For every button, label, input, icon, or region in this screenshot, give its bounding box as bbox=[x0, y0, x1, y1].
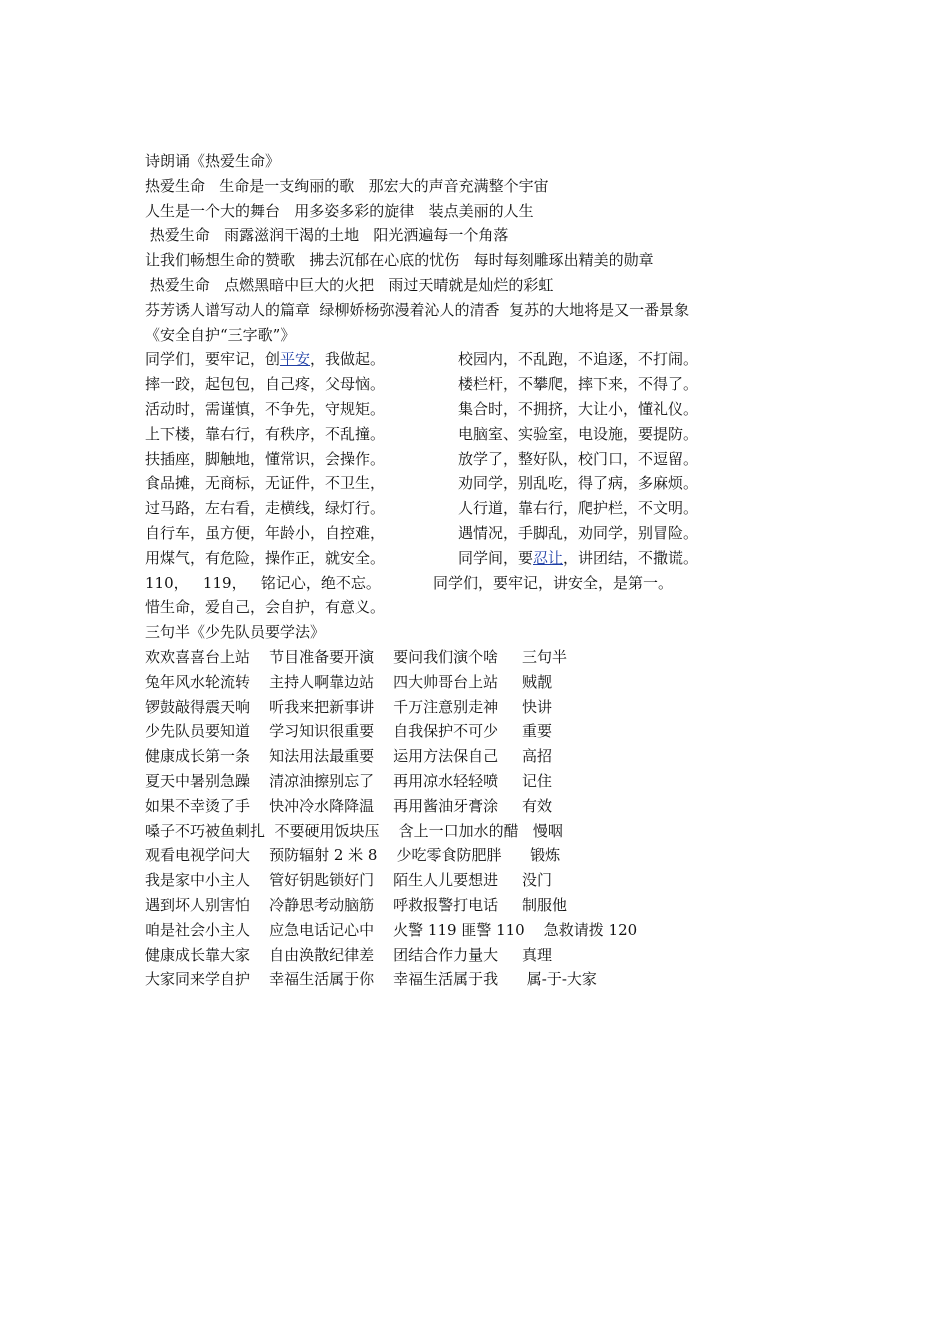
rhyme-right: 同学们，要牢记，讲安全，是第一。 bbox=[433, 573, 674, 592]
rhyme-right: 劝同学，别乱吃，得了病，多麻烦。 bbox=[458, 474, 699, 493]
rhyme-left: 用煤气，有危险，操作正，就安全。 bbox=[145, 548, 386, 567]
poem3-line: 观看电视学问大 预防辐射 2 米 8 少吃零食防肥胖 锻炼 bbox=[145, 846, 561, 865]
poem1-line: 热爱生命 点燃黑暗中巨大的火把 雨过天晴就是灿烂的彩虹 bbox=[145, 275, 554, 294]
poem3-line: 兔年风水轮流转 主持人啊靠边站 四大帅哥台上站 贼靓 bbox=[145, 672, 552, 691]
rhyme-row bbox=[145, 496, 845, 521]
poem3-title: 三句半《少先队员要学法》 bbox=[145, 623, 326, 642]
rhyme-right: 遇情况，手脚乱，劝同学，别冒险。 bbox=[458, 523, 699, 542]
rhyme-row bbox=[145, 422, 845, 447]
rhyme-left-text: ，我做起。 bbox=[310, 350, 386, 369]
rhyme-row bbox=[145, 347, 845, 372]
poem3-line: 遇到坏人别害怕 冷静思考动脑筋 呼救报警打电话 制服他 bbox=[145, 895, 567, 914]
poem3-line: 嗓子不巧被鱼刺扎 不要硬用饭块压 含上一口加水的醋 慢咽 bbox=[145, 821, 563, 840]
poem1-line: 热爱生命 生命是一支绚丽的歌 那宏大的声音充满整个宇宙 bbox=[145, 176, 549, 195]
poem3-line: 夏天中暑别急躁 清凉油擦别忘了 再用凉水轻轻喷 记住 bbox=[145, 771, 552, 790]
poem1-line: 热爱生命 雨露滋润干渴的土地 阳光洒遍每一个角落 bbox=[145, 226, 509, 245]
link-pingan[interactable]: 平安 bbox=[280, 350, 311, 369]
document-body bbox=[145, 149, 845, 992]
link-renrang[interactable]: 忍让 bbox=[533, 548, 564, 567]
poem1-line: 芬芳诱人谱写动人的篇章 绿柳娇杨弥漫着沁人的清香 复苏的大地将是又一番景象 bbox=[145, 300, 690, 319]
poem2-title: 《安全自护“三字歌”》 bbox=[145, 325, 296, 344]
rhyme-left bbox=[145, 347, 385, 372]
poem1-line: 人生是一个大的舞台 用多姿多彩的旋律 装点美丽的人生 bbox=[145, 201, 534, 220]
rhyme-left-text: 同学们，要牢记，创 bbox=[145, 350, 281, 369]
poem3-line: 锣鼓敲得震天响 听我来把新事讲 千万注意别走神 快讲 bbox=[145, 697, 552, 716]
rhyme-right: 集合时，不拥挤，大让小，懂礼仪。 bbox=[458, 399, 699, 418]
poem1-title: 诗朗诵《热爱生命》 bbox=[145, 152, 281, 170]
rhyme-left: 上下楼，靠右行，有秩序，不乱撞。 bbox=[145, 424, 386, 443]
rhyme-row bbox=[145, 447, 845, 472]
poem3-line: 健康成长第一条 知法用法最重要 运用方法保自己 高招 bbox=[145, 747, 552, 766]
poem3-line: 欢欢喜喜台上站 节目准备要开演 要问我们演个啥 三句半 bbox=[145, 647, 567, 666]
poem3-line: 咱是社会小主人 应急电话记心中 火警 119 匪警 110 急救请拨 120 bbox=[145, 920, 638, 939]
rhyme-right-text: 同学间，要 bbox=[458, 548, 534, 567]
rhyme-left: 活动时，需谨慎，不争先，守规矩。 bbox=[145, 399, 386, 418]
rhyme-left: 自行车，虽方便，年龄小，自控难， bbox=[145, 523, 386, 542]
poem3-line: 我是家中小主人 管好钥匙锁好门 陌生人儿要想进 没门 bbox=[145, 871, 552, 890]
poem2-closing: 惜生命，爱自己，会自护，有意义。 bbox=[145, 598, 386, 617]
rhyme-row bbox=[145, 471, 845, 496]
poem3-line: 大家同来学自护 幸福生活属于你 幸福生活属于我 属-于-大家 bbox=[145, 970, 597, 989]
rhyme-right: 放学了，整好队，校门口，不逗留。 bbox=[458, 449, 699, 468]
poem3-line: 少先队员要知道 学习知识很重要 自我保护不可少 重要 bbox=[145, 722, 552, 741]
rhyme-left: 110， 119， 铭记心，绝不忘。 bbox=[145, 573, 381, 592]
poem3-line: 健康成长靠大家 自由涣散纪律差 团结合作力量大 真理 bbox=[145, 945, 552, 964]
rhyme-left: 过马路，左右看，走横线，绿灯行。 bbox=[145, 499, 386, 518]
rhyme-right bbox=[458, 546, 698, 571]
rhyme-row bbox=[145, 546, 845, 571]
poem3-line: 如果不幸烫了手 快冲冷水降降温 再用酱油牙膏涂 有效 bbox=[145, 796, 552, 815]
rhyme-right: 电脑室、实验室，电设施，要提防。 bbox=[458, 424, 699, 443]
rhyme-row bbox=[145, 397, 845, 422]
rhyme-right: 人行道，靠右行，爬护栏，不文明。 bbox=[458, 499, 699, 518]
rhyme-row bbox=[145, 372, 845, 397]
rhyme-row bbox=[145, 571, 845, 596]
poem1-line: 让我们畅想生命的赞歌 拂去沉郁在心底的忧伤 每时每刻雕琢出精美的勋章 bbox=[145, 251, 654, 270]
rhyme-row bbox=[145, 521, 845, 546]
rhyme-left: 食品摊，无商标，无证件，不卫生， bbox=[145, 474, 386, 493]
rhyme-left: 摔一跤，起包包，自己疼，父母恼。 bbox=[145, 375, 386, 394]
rhyme-right: 校园内，不乱跑，不追逐，不打闹。 bbox=[458, 350, 699, 369]
rhyme-right-text: ，讲团结，不撒谎。 bbox=[563, 548, 699, 567]
rhyme-right: 楼栏杆，不攀爬，摔下来，不得了。 bbox=[458, 375, 699, 394]
rhyme-left: 扶插座，脚触地，懂常识，会操作。 bbox=[145, 449, 386, 468]
